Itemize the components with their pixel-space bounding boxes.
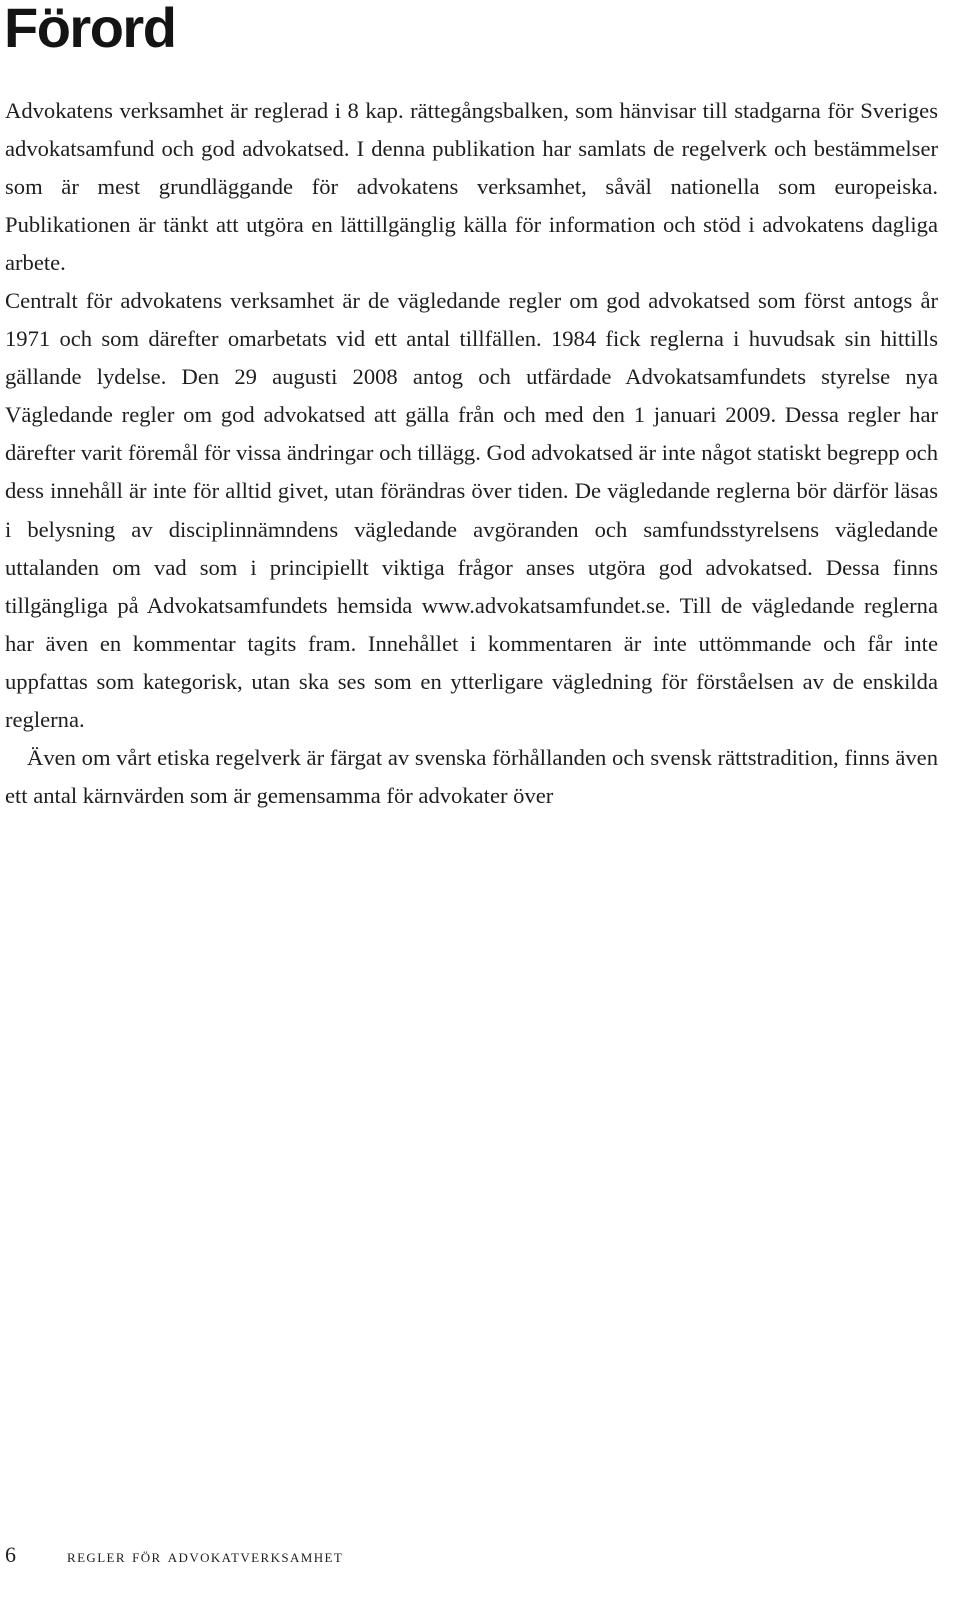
page-title: Förord [4, 0, 176, 59]
page-number: 6 [5, 1542, 16, 1567]
paragraph-guiding-rules: Centralt för advokatens verksamhet är de vägledande regler om god advokatsed som först antogs år 1971 och som därefter omarbetats vid ett antal tillfällen. 1984 fick reglerna i huvudsak sin hittills gällande lydelse. Den 29 augusti 2008 antog och utfärdade Advokatsamfundets styrelse nya Vägledande regler om god advokatsed att gälla från och med den 1 januari 2009. Dessa regler har därefter varit föremål för vissa ändringar och tillägg. God advokatsed är inte något statiskt begrepp och dess innehåll är inte för alltid givet, utan förändras över tiden. De vägledande reglerna bör därför läsas i belysning av disciplinnämndens vägledande avgöranden och samfundsstyrelsens vägledande uttalanden om vad som i principiellt viktiga frågor anses utgöra god advokatsed. Dessa finns tillgängliga på Advokatsamfundets hemsida www.advokatsamfundet.se. Till de vägledande reglerna har även en kommentar tagits fram. Innehållet i kommentaren är inte uttömmande och får inte uppfattas som kategorisk, utan ska ses som en ytterligare vägledning för förståelsen av de enskilda reglerna. [5, 288, 938, 732]
page-footer [5, 1540, 343, 1570]
running-title: regler för advokatverksamhet [67, 1546, 344, 1567]
body-text [5, 92, 938, 815]
paragraph-ethics: Även om vårt etiska regelverk är färgat av svenska förhållanden och svensk rättstradition, finns även ett antal kärnvärden som är gemensamma för advokater över [5, 744, 938, 808]
paragraph-intro: Advokatens verksamhet är reglerad i 8 kap. rättegångsbalken, som hänvisar till stadgarna för Sveriges advokatsamfund och god advokatsed. I denna publikation har samlats de regelverk och bestämmelser som är mest grundläggande för advokatens verksamhet, såväl nationella som europeiska. Publikationen är tänkt att utgöra en lättillgänglig källa för information och stöd i advokatens dagliga arbete. [5, 98, 938, 276]
